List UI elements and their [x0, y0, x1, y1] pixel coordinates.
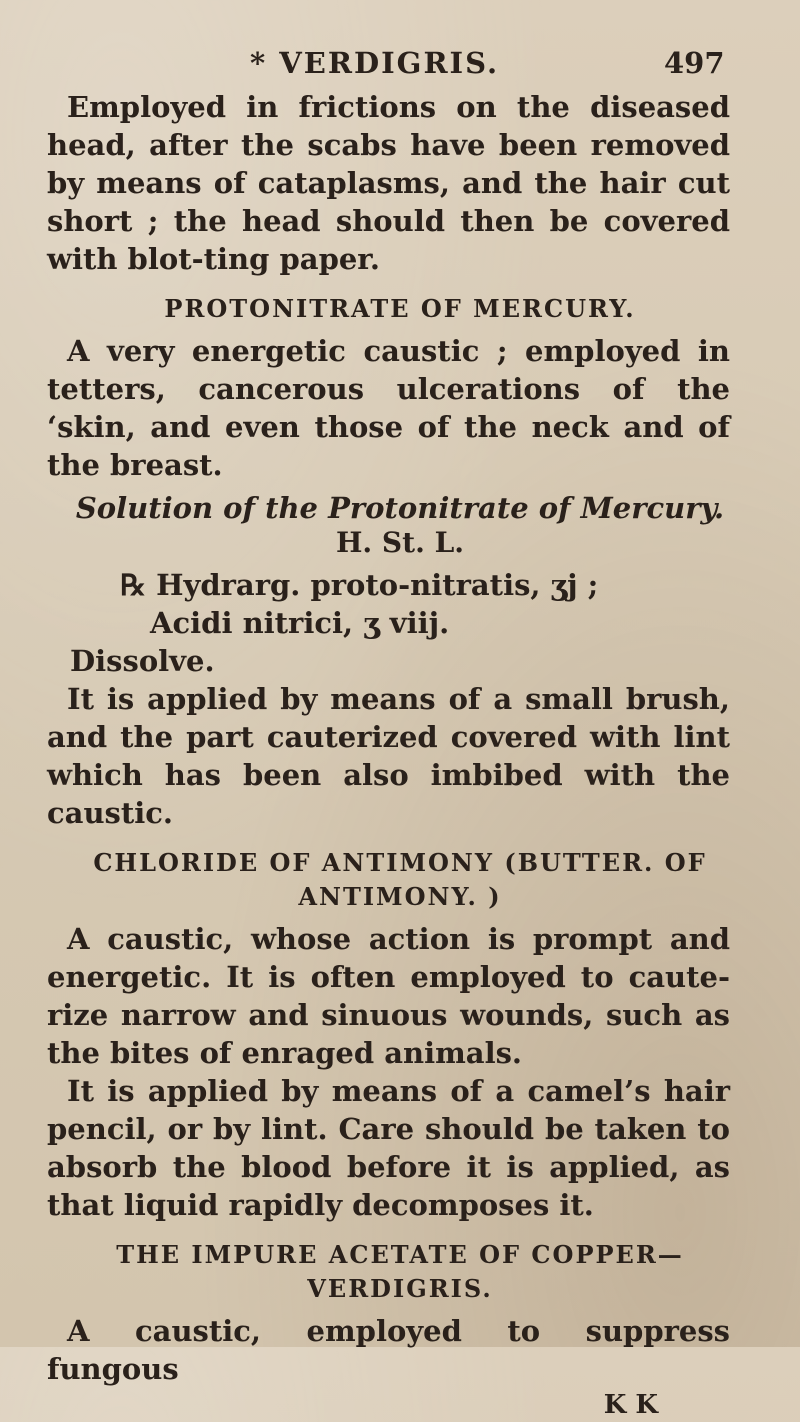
protonitrate-paragraph: A very energetic caustic ; employed in tetters, cancerous ulcerations of the ‘skin, and even those of the neck and of the breast. [47, 334, 730, 482]
solution-title: Solution of the Protonitrate of Mercury. [75, 491, 725, 525]
intro-paragraph: Employed in frictions on the diseased head, after the scabs have been removed by means of cataplasms, and the hair cut short ; the head should then be covered with blot-ting paper. [47, 90, 730, 276]
heading-acetate: THE IMPURE ACETATE OF COPPER— VERDIGRIS. [116, 1240, 684, 1303]
page-header [0, 46, 800, 86]
prescription-line-1: ℞ Hydrarg. proto-nitratis, ʒj ; [120, 568, 599, 602]
chloride-paragraph: A caustic, whose action is prompt and energetic. It is often employed to caute-rize narrow and sinuous wounds, such as the bites of enraged animals. [47, 922, 730, 1070]
running-title: * VERDIGRIS. [250, 46, 500, 80]
page-body [0, 88, 800, 1422]
solution-source: H. St. L. [335, 526, 465, 559]
page-number: 497 [664, 46, 725, 80]
dissolve-instruction: Dissolve. [70, 644, 215, 678]
catchword: K K [603, 1390, 658, 1420]
heading-chloride: CHLORIDE OF ANTIMONY (BUTTER. OF ANTIMONY. ) [93, 848, 707, 911]
applied-paragraph: It is applied by means of a small brush, and the part cauterized covered with lint which has been also imbibed with the caustic. [47, 682, 730, 830]
fungous-paragraph: A caustic, employed to suppress fungous [47, 1314, 730, 1386]
prescription-line-2: Acidi nitrici, ʒ viij. [150, 606, 450, 640]
heading-protonitrate: PROTONITRATE OF MERCURY. [164, 294, 636, 323]
camel-hair-paragraph: It is applied by means of a camel’s hair pencil, or by lint. Care should be taken to absorb the blood before it is applied, as that liquid rapidly decomposes it. [47, 1074, 730, 1222]
